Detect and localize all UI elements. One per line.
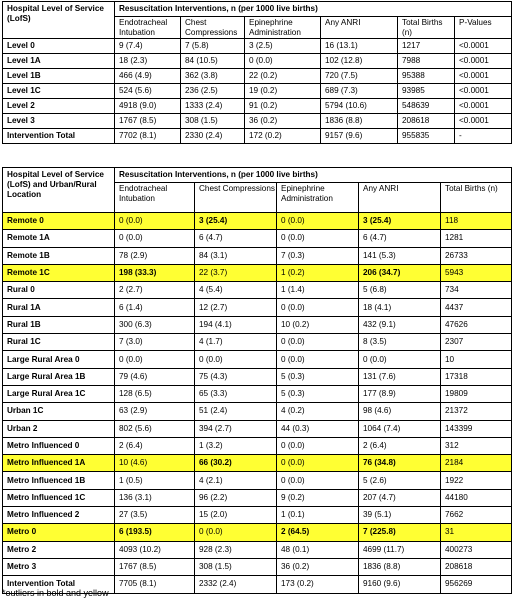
table-cell: 5943 <box>441 264 512 281</box>
table-cell: 0 (0.0) <box>359 351 441 368</box>
column-header: Any ANRI <box>359 183 441 213</box>
table-cell: 93985 <box>398 84 455 99</box>
table-cell: 4437 <box>441 299 512 316</box>
level-header: Hospital Level of Service (LofS) <box>3 2 115 39</box>
table-cell: 928 (2.3) <box>195 541 277 558</box>
table-cell: 0 (0.0) <box>245 54 321 69</box>
table-cell: 65 (3.3) <box>195 385 277 402</box>
table-cell: 66 (30.2) <box>195 455 277 472</box>
table-cell: 36 (0.2) <box>277 558 359 575</box>
table-row <box>3 114 512 129</box>
row-label: Remote 1A <box>3 230 115 247</box>
table-cell: 12 (2.7) <box>195 299 277 316</box>
table-cell: 956269 <box>441 576 512 593</box>
table-cell: 236 (2.5) <box>181 84 245 99</box>
column-header: P-Values <box>455 17 512 39</box>
table-cell: 27 (3.5) <box>115 507 195 524</box>
table-cell: 177 (8.9) <box>359 385 441 402</box>
table-cell: 5794 (10.6) <box>321 99 398 114</box>
table-cell: 78 (2.9) <box>115 247 195 264</box>
table-cell: 206 (34.7) <box>359 264 441 281</box>
table-cell: 6 (193.5) <box>115 524 195 541</box>
table-cell: 75 (4.3) <box>195 368 277 385</box>
table-row <box>3 420 512 437</box>
footnote: *outliers in bold and yellow <box>2 588 109 598</box>
row-label: Urban 1C <box>3 403 115 420</box>
table-cell: 102 (12.8) <box>321 54 398 69</box>
table-cell: 1767 (8.5) <box>115 558 195 575</box>
table-row <box>3 507 512 524</box>
table-row <box>3 351 512 368</box>
table-cell: 19809 <box>441 385 512 402</box>
table-cell: 7 (225.8) <box>359 524 441 541</box>
table-cell: <0.0001 <box>455 99 512 114</box>
table-cell: 1922 <box>441 472 512 489</box>
table-cell: 1217 <box>398 39 455 54</box>
table-row <box>3 69 512 84</box>
row-label: Rural 1B <box>3 316 115 333</box>
table-cell: 51 (2.4) <box>195 403 277 420</box>
table-row <box>3 213 512 230</box>
table-cell: 44180 <box>441 489 512 506</box>
table-cell: 36 (0.2) <box>245 114 321 129</box>
table-cell: 96 (2.2) <box>195 489 277 506</box>
table-cell: 98 (4.6) <box>359 403 441 420</box>
table-cell: 15 (2.0) <box>195 507 277 524</box>
table-row <box>3 247 512 264</box>
table-cell: 173 (0.2) <box>277 576 359 593</box>
column-header: Epinephrine Administration <box>277 183 359 213</box>
table-row <box>3 403 512 420</box>
row-label: Level 2 <box>3 99 115 114</box>
table-cell: 1836 (8.8) <box>359 558 441 575</box>
table-row <box>3 472 512 489</box>
table-cell: 548639 <box>398 99 455 114</box>
column-header: Total Births (n) <box>441 183 512 213</box>
table-cell: 1 (0.1) <box>277 507 359 524</box>
table-cell: 300 (6.3) <box>115 316 195 333</box>
table-cell: 143399 <box>441 420 512 437</box>
table-cell: 0 (0.0) <box>277 213 359 230</box>
table-cell: <0.0001 <box>455 69 512 84</box>
table-cell: 689 (7.3) <box>321 84 398 99</box>
table-cell: <0.0001 <box>455 54 512 69</box>
row-label: Large Rural Area 1C <box>3 385 115 402</box>
table-cell: 4699 (11.7) <box>359 541 441 558</box>
table-cell: 0 (0.0) <box>277 299 359 316</box>
row-label: Level 1C <box>3 84 115 99</box>
table-cell: 0 (0.0) <box>115 213 195 230</box>
table-cell: 720 (7.5) <box>321 69 398 84</box>
table-cell: 198 (33.3) <box>115 264 195 281</box>
column-header: Endotracheal Intubation <box>115 17 181 39</box>
table-row <box>3 54 512 69</box>
row-label: Rural 1A <box>3 299 115 316</box>
table-cell: 10 <box>441 351 512 368</box>
table-cell: 10 (4.6) <box>115 455 195 472</box>
table-cell: 10 (0.2) <box>277 316 359 333</box>
table-cell: 44 (0.3) <box>277 420 359 437</box>
column-header: Chest Compressions <box>181 17 245 39</box>
table-row <box>3 368 512 385</box>
table-cell: 21372 <box>441 403 512 420</box>
table-cell: 9 (0.2) <box>277 489 359 506</box>
lofs-table-body <box>3 2 512 144</box>
table-cell: 9160 (9.6) <box>359 576 441 593</box>
table-cell: <0.0001 <box>455 84 512 99</box>
table-cell: 4 (2.1) <box>195 472 277 489</box>
row-label: Intervention Total <box>3 576 115 593</box>
row-label: Intervention Total <box>3 129 115 144</box>
row-label: Metro Influenced 2 <box>3 507 115 524</box>
row-label: Level 0 <box>3 39 115 54</box>
table-cell: 1767 (8.5) <box>115 114 181 129</box>
table-cell: 524 (5.6) <box>115 84 181 99</box>
table-cell: 84 (10.5) <box>181 54 245 69</box>
table-cell: 7 (0.3) <box>277 247 359 264</box>
table-row <box>3 84 512 99</box>
table-cell: 6 (1.4) <box>115 299 195 316</box>
row-label: Metro Influenced 1C <box>3 489 115 506</box>
row-label: Urban 2 <box>3 420 115 437</box>
table-cell: 1 (0.5) <box>115 472 195 489</box>
table-cell: 308 (1.5) <box>195 558 277 575</box>
table-cell: 312 <box>441 437 512 454</box>
table-cell: 26733 <box>441 247 512 264</box>
table-row <box>3 558 512 575</box>
table-cell: 131 (7.6) <box>359 368 441 385</box>
row-label: Metro Influenced 0 <box>3 437 115 454</box>
table-cell: 466 (4.9) <box>115 69 181 84</box>
table-cell: 5 (2.6) <box>359 472 441 489</box>
table-cell: 1 (3.2) <box>195 437 277 454</box>
row-label: Metro 2 <box>3 541 115 558</box>
table-cell: 22 (0.2) <box>245 69 321 84</box>
row-label: Rural 1C <box>3 334 115 351</box>
table-cell: 0 (0.0) <box>195 524 277 541</box>
table-cell: 802 (5.6) <box>115 420 195 437</box>
table-cell: 1281 <box>441 230 512 247</box>
table-cell: 394 (2.7) <box>195 420 277 437</box>
table-cell: 63 (2.9) <box>115 403 195 420</box>
column-header: Chest Compressions <box>195 183 277 213</box>
table-row <box>3 455 512 472</box>
table-cell: 4093 (10.2) <box>115 541 195 558</box>
table-cell: 4 (1.7) <box>195 334 277 351</box>
table-cell: 5 (0.3) <box>277 385 359 402</box>
table-cell: 47626 <box>441 316 512 333</box>
table-row <box>3 489 512 506</box>
table-cell: 19 (0.2) <box>245 84 321 99</box>
table-cell: 5 (6.8) <box>359 282 441 299</box>
table-cell: 2330 (2.4) <box>181 129 245 144</box>
table-cell: 0 (0.0) <box>115 230 195 247</box>
table-cell: 0 (0.0) <box>277 230 359 247</box>
table-cell: 4918 (9.0) <box>115 99 181 114</box>
table-cell: 84 (3.1) <box>195 247 277 264</box>
table-cell: 8 (3.5) <box>359 334 441 351</box>
table-cell: 7 (3.0) <box>115 334 195 351</box>
table-cell: 955835 <box>398 129 455 144</box>
table-cell: 1836 (8.8) <box>321 114 398 129</box>
row-label: Metro Influenced 1B <box>3 472 115 489</box>
row-label: Large Rural Area 0 <box>3 351 115 368</box>
table-row <box>3 541 512 558</box>
table-cell: 207 (4.7) <box>359 489 441 506</box>
group-header: Resuscitation Interventions, n (per 1000 live births) <box>115 2 512 17</box>
table-cell: 7 (5.8) <box>181 39 245 54</box>
table-row <box>3 385 512 402</box>
table-cell: 308 (1.5) <box>181 114 245 129</box>
table-cell: 5 (0.3) <box>277 368 359 385</box>
table-cell: 2332 (2.4) <box>195 576 277 593</box>
table-cell: 16 (13.1) <box>321 39 398 54</box>
table-cell: 2184 <box>441 455 512 472</box>
table-cell: 39 (5.1) <box>359 507 441 524</box>
table-cell: 3 (2.5) <box>245 39 321 54</box>
group-header: Resuscitation Interventions, n (per 1000 live births) <box>115 168 512 183</box>
table-cell: 400273 <box>441 541 512 558</box>
table-cell: 128 (6.5) <box>115 385 195 402</box>
table-cell: 6 (4.7) <box>195 230 277 247</box>
table-cell: 2 (2.7) <box>115 282 195 299</box>
table-cell: 0 (0.0) <box>277 334 359 351</box>
row-label: Level 1B <box>3 69 115 84</box>
table-row <box>3 39 512 54</box>
table-row <box>3 282 512 299</box>
table-cell: 1 (0.2) <box>277 264 359 281</box>
row-label: Metro 0 <box>3 524 115 541</box>
table-cell: 76 (34.8) <box>359 455 441 472</box>
table-cell: 91 (0.2) <box>245 99 321 114</box>
table-cell: 7662 <box>441 507 512 524</box>
table-cell: 208618 <box>398 114 455 129</box>
table-cell: 136 (3.1) <box>115 489 195 506</box>
table-cell: 0 (0.0) <box>277 472 359 489</box>
table-cell: 0 (0.0) <box>277 455 359 472</box>
table-cell: 2307 <box>441 334 512 351</box>
table-cell: 0 (0.0) <box>115 351 195 368</box>
table-cell: 172 (0.2) <box>245 129 321 144</box>
table-row <box>3 99 512 114</box>
lofs-table <box>2 1 512 144</box>
row-label: Remote 1B <box>3 247 115 264</box>
table-cell: 0 (0.0) <box>277 437 359 454</box>
table-row <box>3 334 512 351</box>
header-row <box>3 2 512 17</box>
table-cell: 1333 (2.4) <box>181 99 245 114</box>
table-cell: 17318 <box>441 368 512 385</box>
table-cell: 7705 (8.1) <box>115 576 195 593</box>
table-cell: 48 (0.1) <box>277 541 359 558</box>
table-row <box>3 299 512 316</box>
table-cell: 18 (4.1) <box>359 299 441 316</box>
level-header: Hospital Level of Service (LofS) and Urban/Rural Location <box>3 168 115 213</box>
table-row <box>3 230 512 247</box>
table-cell: 0 (0.0) <box>195 351 277 368</box>
table-cell: 1064 (7.4) <box>359 420 441 437</box>
row-label: Remote 0 <box>3 213 115 230</box>
table-cell: 7988 <box>398 54 455 69</box>
row-label: Rural 0 <box>3 282 115 299</box>
table-row <box>3 524 512 541</box>
table-cell: 3 (25.4) <box>195 213 277 230</box>
table-row <box>3 437 512 454</box>
table-cell: 118 <box>441 213 512 230</box>
table-cell: 362 (3.8) <box>181 69 245 84</box>
table-cell: 79 (4.6) <box>115 368 195 385</box>
table-cell: <0.0001 <box>455 114 512 129</box>
row-label: Level 1A <box>3 54 115 69</box>
table-cell: 0 (0.0) <box>277 351 359 368</box>
header-row <box>3 168 512 183</box>
table-cell: 4 (5.4) <box>195 282 277 299</box>
location-table <box>2 167 512 594</box>
table-row <box>3 316 512 333</box>
row-label: Level 3 <box>3 114 115 129</box>
row-label: Large Rural Area 1B <box>3 368 115 385</box>
table-row <box>3 264 512 281</box>
column-header: Any ANRI <box>321 17 398 39</box>
table-cell: 734 <box>441 282 512 299</box>
row-label: Metro 3 <box>3 558 115 575</box>
table-cell: 194 (4.1) <box>195 316 277 333</box>
table-row <box>3 129 512 144</box>
table-cell: 4 (0.2) <box>277 403 359 420</box>
table-cell: 7702 (8.1) <box>115 129 181 144</box>
table-cell: 9157 (9.6) <box>321 129 398 144</box>
table-cell: 2 (6.4) <box>359 437 441 454</box>
table-cell: 18 (2.3) <box>115 54 181 69</box>
location-table-body <box>3 168 512 594</box>
table-cell: 9 (7.4) <box>115 39 181 54</box>
table-cell: 1 (1.4) <box>277 282 359 299</box>
column-header: Total Births (n) <box>398 17 455 39</box>
table-cell: 6 (4.7) <box>359 230 441 247</box>
table-cell: 208618 <box>441 558 512 575</box>
table-cell: 432 (9.1) <box>359 316 441 333</box>
table-cell: 2 (6.4) <box>115 437 195 454</box>
table-cell: 2 (64.5) <box>277 524 359 541</box>
column-header: Epinephrine Administration <box>245 17 321 39</box>
table-cell: 31 <box>441 524 512 541</box>
column-header: Endotracheal Intubation <box>115 183 195 213</box>
row-label: Remote 1C <box>3 264 115 281</box>
row-label: Metro Influenced 1A <box>3 455 115 472</box>
table-cell: 3 (25.4) <box>359 213 441 230</box>
table-cell: - <box>455 129 512 144</box>
table-cell: 22 (3.7) <box>195 264 277 281</box>
table-cell: 141 (5.3) <box>359 247 441 264</box>
table-cell: 95388 <box>398 69 455 84</box>
table-cell: <0.0001 <box>455 39 512 54</box>
